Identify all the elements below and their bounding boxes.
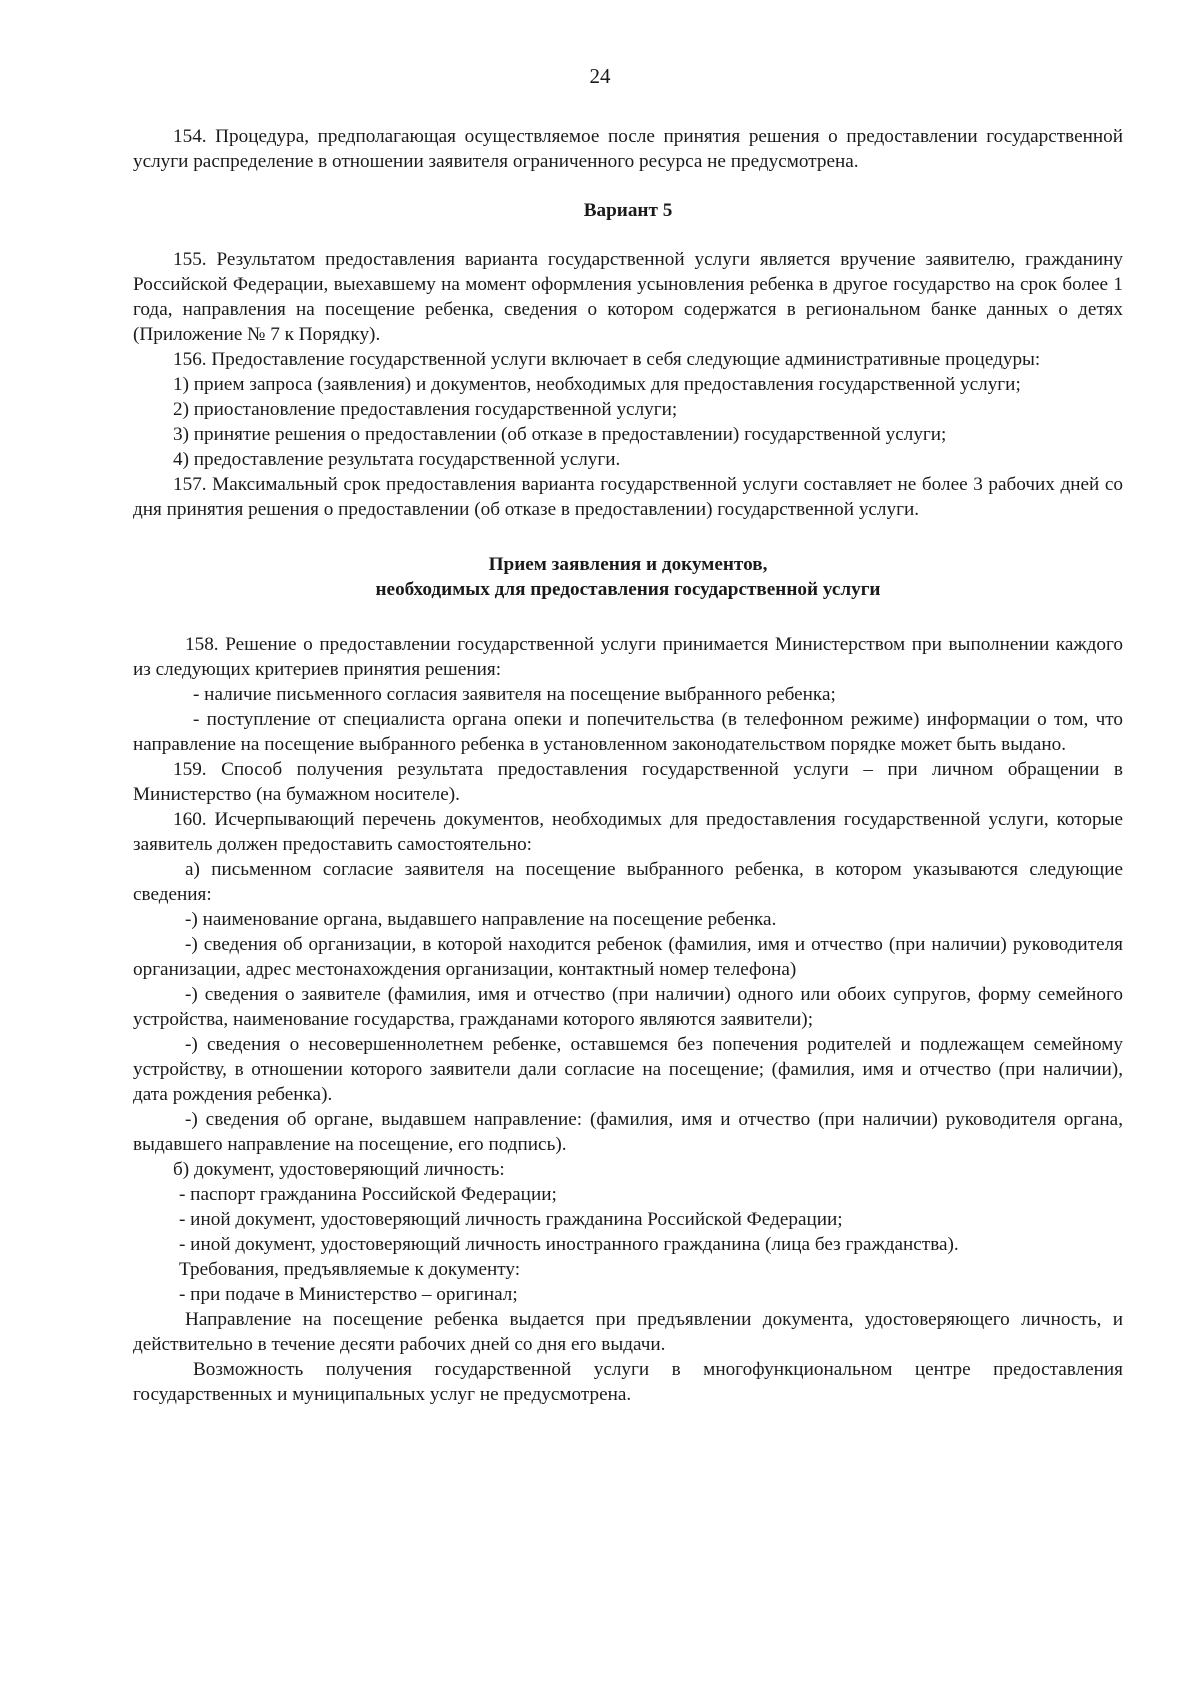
spacer bbox=[133, 223, 1123, 247]
paragraph: 1) прием запроса (заявления) и документов, необходимых для предоставления государственной услуги; bbox=[173, 374, 1021, 395]
paragraph: -) сведения об организации, в которой находится ребенок (фамилия, имя и отчество (при наличии) руководителя организации, адрес местонахождения организации, контактный номер телефона) bbox=[133, 934, 1123, 980]
spacer bbox=[133, 522, 1123, 552]
paragraph: а) письменном согласие заявителя на посещение выбранного ребенка, в котором указываются следующие сведения: bbox=[133, 859, 1123, 905]
paragraph: 2) приостановление предоставления государственной услуги; bbox=[173, 399, 678, 420]
spacer bbox=[133, 602, 1123, 632]
paragraph: -) наименование органа, выдавшего направление на посещение ребенка. bbox=[185, 909, 777, 930]
page-number: 24 bbox=[589, 64, 611, 88]
paragraph: Направление на посещение ребенка выдается при предъявлении документа, удостоверяющего личность, и действительно в течение десяти рабочих дней со дня его выдачи. bbox=[133, 1309, 1123, 1355]
document-body bbox=[133, 124, 1123, 1407]
paragraph: -) сведения о заявителе (фамилия, имя и отчество (при наличии) одного или обоих супругов, форму семейного устройства, наименование государства, гражданами которого являются заявители); bbox=[133, 984, 1123, 1030]
paragraph: Требования, предъявляемые к документу: bbox=[179, 1259, 521, 1280]
paragraph: - при подаче в Министерство – оригинал; bbox=[179, 1284, 518, 1305]
spacer bbox=[133, 174, 1123, 198]
paragraph: 3) принятие решения о предоставлении (об отказе в предоставлении) государственной услуги; bbox=[173, 424, 947, 445]
paragraph: 159. Способ получения результата предоставления государственной услуги – при личном обращении в Министерство (на бумажном носителе). bbox=[133, 759, 1123, 805]
paragraph: б) документ, удостоверяющий личность: bbox=[173, 1159, 505, 1180]
paragraph: - поступление от специалиста органа опеки и попечительства (в телефонном режиме) информации о том, что направление на посещение выбранного ребенка в установленном законодательством порядке может быть выдано. bbox=[133, 709, 1123, 755]
section-heading: Прием заявления и документов, bbox=[488, 554, 768, 575]
paragraph: 156. Предоставление государственной услуги включает в себя следующие административные процедуры: bbox=[173, 349, 1041, 370]
paragraph: Возможность получения государственной услуги в многофункциональном центре предоставления государственных и муниципальных услуг не предусмотрена. bbox=[133, 1359, 1123, 1405]
paragraph: -) сведения о несовершеннолетнем ребенке, оставшемся без попечения родителей и подлежащем семейному устройству, в отношении которого заявители дали согласие на посещение; (фамилия, имя и отчество (при наличии), дата рождения ребенка). bbox=[133, 1034, 1123, 1105]
paragraph: -) сведения об органе, выдавшем направление: (фамилия, имя и отчество (при наличии) руководителя органа, выдавшего направление на посещение, его подпись). bbox=[133, 1109, 1123, 1155]
paragraph: - иной документ, удостоверяющий личность иностранного гражданина (лица без гражданства). bbox=[179, 1234, 959, 1255]
paragraph: 160. Исчерпывающий перечень документов, необходимых для предоставления государственной услуги, которые заявитель должен предоставить самостоятельно: bbox=[133, 809, 1123, 855]
paragraph: - наличие письменного согласия заявителя на посещение выбранного ребенка; bbox=[193, 684, 836, 705]
paragraph: 154. Процедура, предполагающая осуществляемое после принятия решения о предоставлении государственной услуги распределение в отношении заявителя ограниченного ресурса не предусмотрена. bbox=[133, 126, 1123, 172]
section-heading: необходимых для предоставления государственной услуги bbox=[375, 579, 881, 600]
paragraph: - иной документ, удостоверяющий личность гражданина Российской Федерации; bbox=[179, 1209, 843, 1230]
paragraph: - паспорт гражданина Российской Федерации; bbox=[179, 1184, 557, 1205]
paragraph: 158. Решение о предоставлении государственной услуги принимается Министерством при выполнении каждого из следующих критериев принятия решения: bbox=[133, 634, 1123, 680]
paragraph: 155. Результатом предоставления варианта государственной услуги является вручение заявителю, гражданину Российской Федерации, выехавшему на момент оформления усыновления ребенка в другое государство на срок более 1 года, направления на посещение ребенка, сведения о котором содержатся в региональном банке данных о детях (Приложение № 7 к Порядку). bbox=[133, 249, 1123, 345]
paragraph: 4) предоставление результата государственной услуги. bbox=[173, 449, 621, 470]
paragraph: 157. Максимальный срок предоставления варианта государственной услуги составляет не более 3 рабочих дней со дня принятия решения о предоставлении (об отказе в предоставлении) государственной услуги. bbox=[133, 474, 1123, 520]
section-heading: Вариант 5 bbox=[583, 200, 673, 221]
